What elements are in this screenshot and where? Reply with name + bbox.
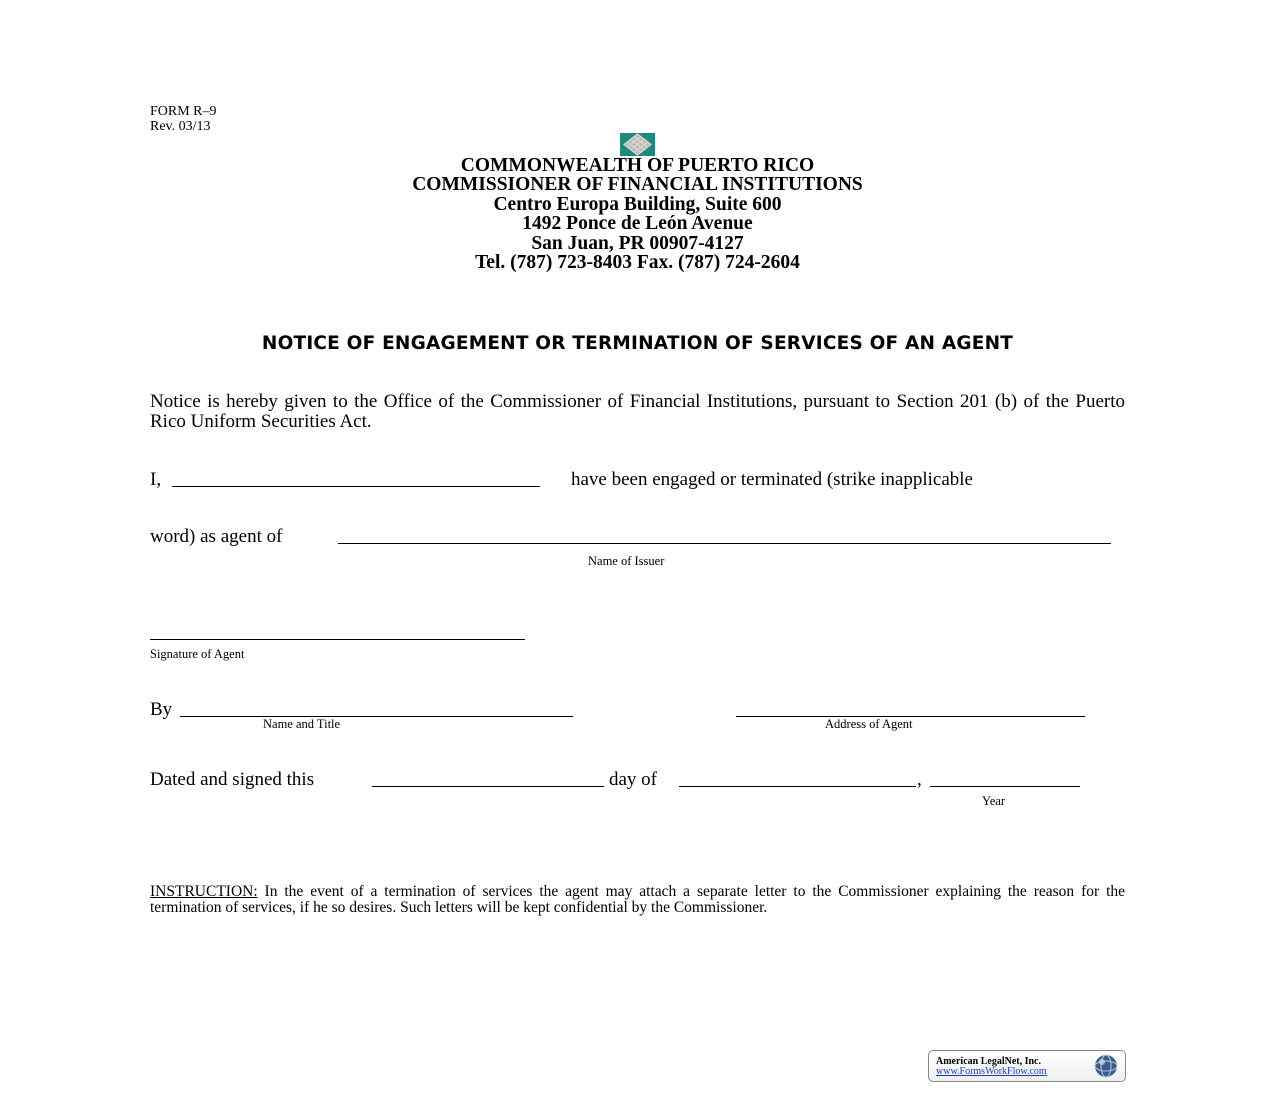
name-title-caption: Name and Title [263, 717, 341, 731]
agent-of-prefix: word) as agent of [150, 526, 283, 547]
day-of-text: day of [609, 769, 658, 790]
form-identifier [150, 104, 217, 134]
i-prefix: I, [150, 469, 162, 490]
day-field[interactable] [372, 786, 604, 787]
engaged-text: have been engaged or terminated (strike inapplicable [571, 469, 973, 490]
globe-icon [1091, 1053, 1121, 1079]
signature-caption: Signature of Agent [150, 647, 245, 661]
agency-header [0, 156, 1275, 272]
header-line: San Juan, PR 00907-4127 [531, 232, 744, 254]
issuer-caption: Name of Issuer [588, 554, 665, 568]
comma-text: , [917, 769, 922, 790]
instruction-paragraph [150, 884, 1125, 916]
header-line: 1492 Ponce de León Avenue [522, 213, 753, 235]
instruction-text: In the event of a termination of services the agent may attach a separate letter to the Commissioner explaining the reason for the termination of services, if he so desires. Such letters will be kept confidential by the Commissioner. [150, 883, 1125, 916]
form-revision: Rev. 03/13 [150, 119, 211, 134]
instruction-label: INSTRUCTION: [150, 883, 258, 900]
header-line: Centro Europa Building, Suite 600 [493, 193, 782, 215]
badge-company: American LegalNet, Inc. [936, 1056, 1041, 1067]
issuer-name-field[interactable] [338, 543, 1111, 544]
seal-logo-icon [620, 133, 655, 156]
header-line: COMMISSIONER OF FINANCIAL INSTITUTIONS [412, 174, 863, 196]
legalnet-badge[interactable] [928, 1050, 1126, 1082]
header-line: COMMONWEALTH OF PUERTO RICO [460, 155, 815, 176]
header-line: Tel. (787) 723-8403 Fax. (787) 724-2604 [475, 252, 800, 274]
by-prefix: By [150, 699, 173, 720]
year-field[interactable] [930, 786, 1080, 787]
badge-url-link[interactable]: www.FormsWorkFlow.com [936, 1066, 1047, 1077]
notice-paragraph: Notice is hereby given to the Office of the Commissioner of Financial Institutions, pursuant to Section 201 (b) of the Puerto Rico Uniform Securities Act. [150, 391, 1125, 432]
year-caption: Year [982, 794, 1006, 808]
dated-prefix: Dated and signed this [150, 769, 315, 790]
signature-field[interactable] [150, 639, 525, 640]
address-caption: Address of Agent [825, 717, 913, 731]
document-title: NOTICE OF ENGAGEMENT OR TERMINATION OF SERVICES OF AN AGENT [261, 333, 1014, 354]
agent-name-field[interactable] [172, 486, 540, 487]
name-title-field[interactable] [180, 716, 573, 717]
month-field[interactable] [679, 786, 916, 787]
form-number: FORM R–9 [150, 104, 217, 119]
